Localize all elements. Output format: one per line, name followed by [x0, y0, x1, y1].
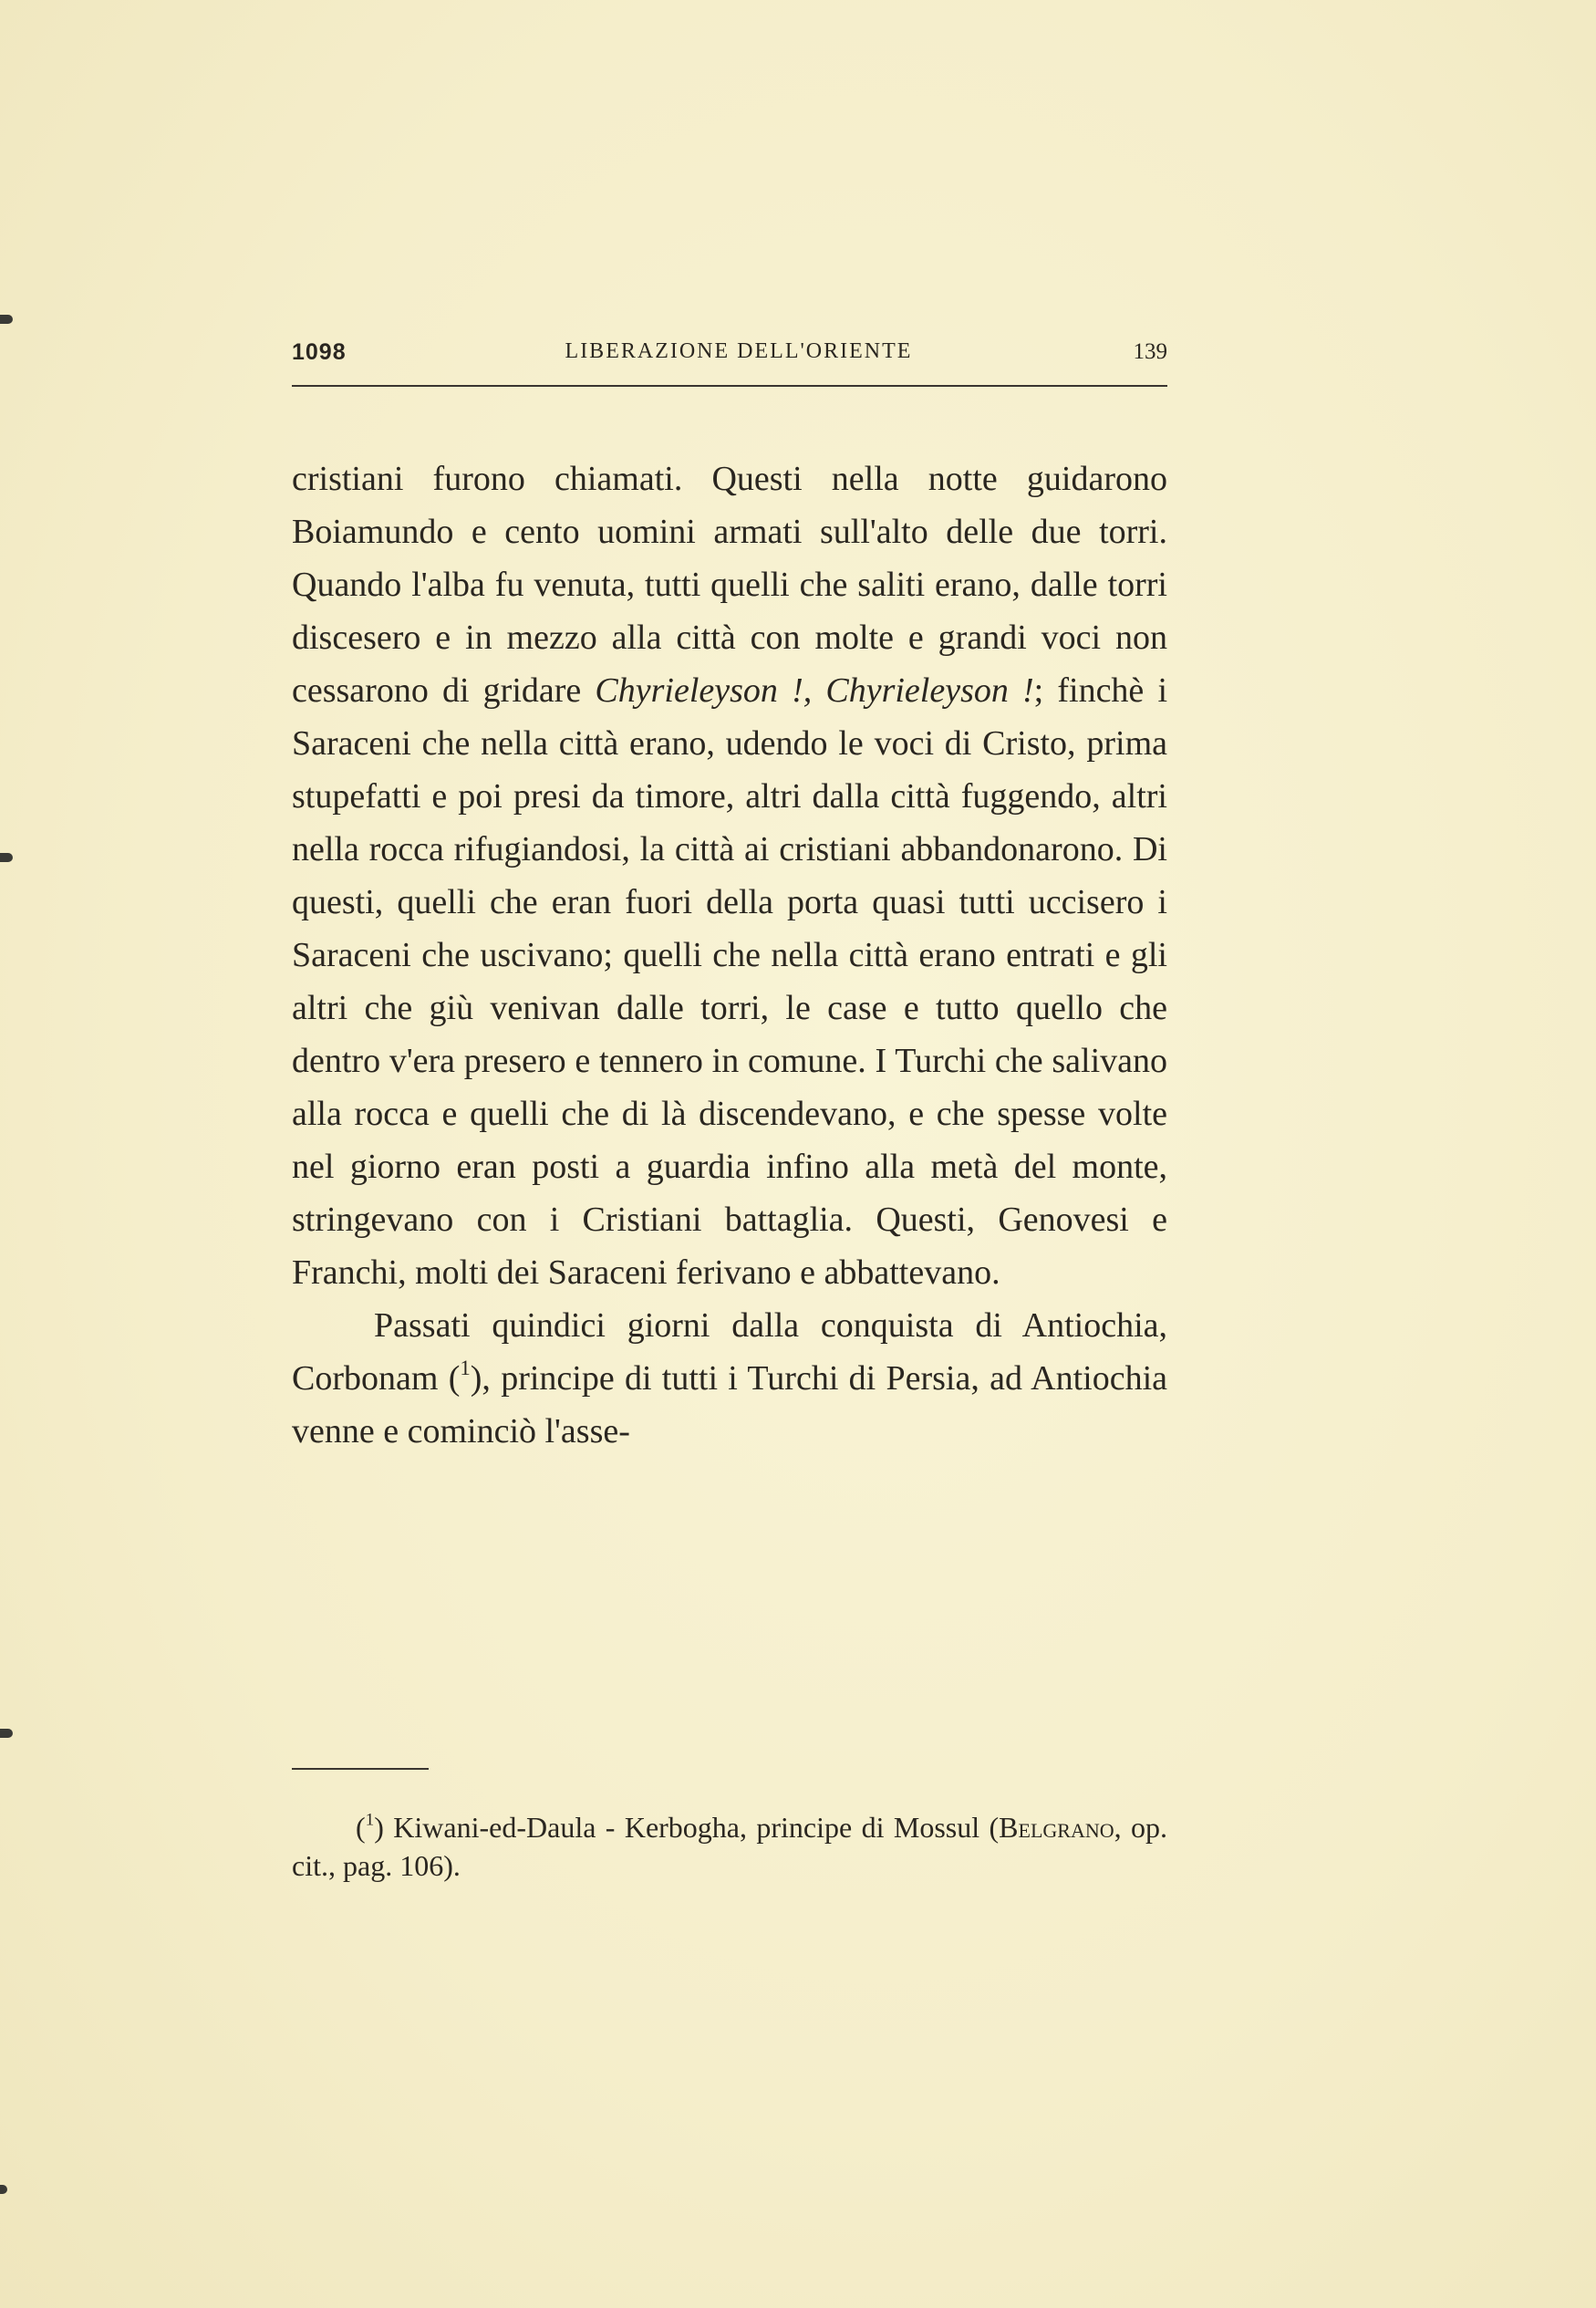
running-header: [292, 336, 1167, 372]
paragraph-2-text-b: ), principe di tutti i Turchi di Persia, ad Antiochia venne e cominciò l'asse-: [292, 1359, 1168, 1450]
footnote-rule: [292, 1768, 429, 1770]
footnote: ($^1$) Kiwani-ed-Daula - Kerbogha, principe di Mossul (Belgrano, op. cit., pag. 106).: [292, 1810, 1168, 1882]
header-year: 1098: [292, 339, 347, 365]
paragraph-1: [292, 452, 1167, 1299]
edge-mark: [0, 1729, 13, 1738]
footnote-text-b: , op. cit., pag. 106).: [292, 1811, 1168, 1882]
body-text: [292, 452, 1167, 1458]
footnote-author: Belgrano: [999, 1811, 1114, 1844]
page-number: 139: [1133, 339, 1167, 364]
paragraph-1-text-b: ; finchè i Saraceni che nella città erano, udendo le voci di Cristo, prima stupefatti e poi presi da timore, altri dalla città fuggendo, altri nella rocca rifugiandosi, la città ai cristiani abbandonarono. Di questi, quelli che eran fuori della porta quasi tutti uccisero i Saraceni che uscivano; quelli che nella città erano entrati e gli altri che giù venivan dalle torri, le case e tutto quello che dentro v'era presero e tennero in comune. I Turchi che salivano alla rocca e quelli che di là discendevano, e che spesse volte nel giorno eran posti a guardia infino alla metà del monte, stringevano con i Cristiani battaglia. Questi, Genovesi e Franchi, molti dei Saraceni ferivano e abbattevano.: [292, 671, 1167, 1292]
footnote-reference: 1: [460, 1357, 471, 1380]
paragraph-2-text-a: Passati quindici giorni dalla conquista di Antiochia, Corbonam (: [292, 1306, 1167, 1398]
footnote-text-a: Kiwani-ed-Daula - Kerbogha, principe di Mossul (: [383, 1811, 1000, 1844]
edge-mark: [0, 315, 13, 324]
paragraph-1-italic: Chyrieleyson !, Chyrieleyson !: [595, 671, 1034, 710]
paragraph-2: [292, 1299, 1167, 1458]
edge-mark: [0, 2185, 7, 2194]
header-rule: [292, 385, 1167, 387]
header-title: LIBERAZIONE DELL'ORIENTE: [565, 339, 913, 363]
paragraph-1-text-a: cristiani furono chiamati. Questi nella notte guidarono Boiamundo e cento uomini armati sull'alto delle due torri. Quando l'alba fu venuta, tutti quelli che saliti erano, dalle torri discesero e in mezzo alla città con molte e grandi voci non cessarono di gridare: [292, 460, 1167, 710]
footnote-marker: 1: [365, 1810, 375, 1830]
edge-mark: [0, 853, 13, 862]
